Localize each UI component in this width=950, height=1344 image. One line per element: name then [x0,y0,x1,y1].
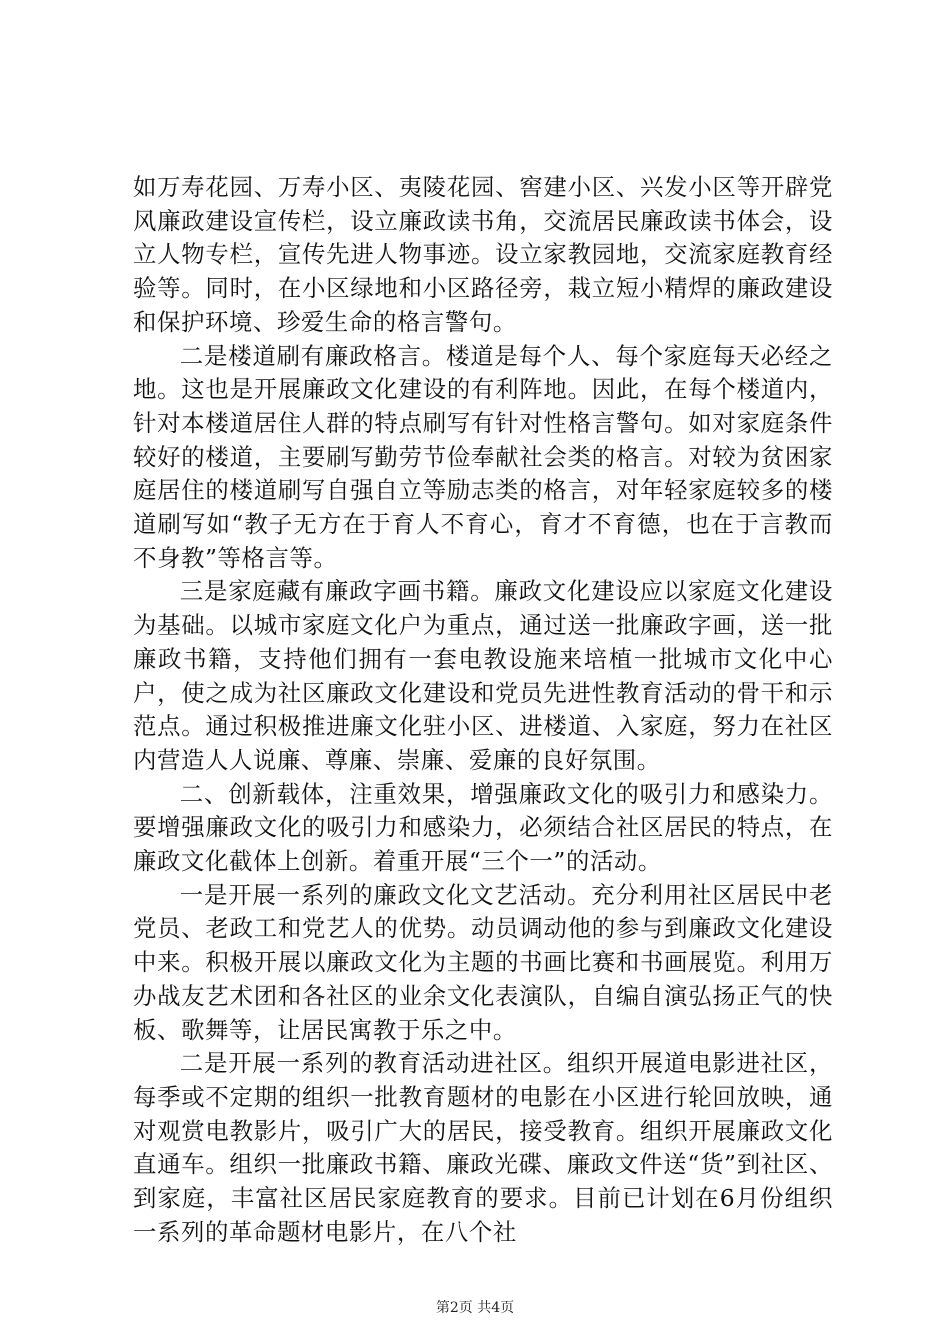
page-footer: 第2页 共4页 [435,1300,515,1316]
document-body [133,171,833,1250]
paragraph-6: 二是开展一系列的教育活动进社区。组织开展道电影进社区，每季或不定期的组织一批教育题材的电影在小区进行轮回放映，通对观赏电教影片，吸引广大的居民，接受教育。组织开展廉政文化直通车。组织一批廉政书籍、廉政光碟、廉政文件送“货”到社区、到家庭，丰富社区居民家庭教育的要求。目前已计划在6月份组织一系列的革命题材电影片，在八个社 [133,1049,833,1246]
paragraph-2: 二是楼道刷有廉政格言。楼道是每个人、每个家庭每天必经之地。这也是开展廉政文化建设的有利阵地。因此，在每个楼道内，针对本楼道居住人群的特点刷写有针对性格言警句。如对家庭条件较好的楼道，主要刷写勤劳节俭奉献社会类的格言。对较为贫困家庭居住的楼道刷写自强自立等励志类的格言，对年轻家庭较多的楼道刷写如“教子无方在于育人不育心，育才不育德，也在于言教而不身教”等格言等。 [133,341,833,572]
paragraph-5: 一是开展一系列的廉政文化文艺活动。充分利用社区居民中老党员、老政工和党艺人的优势。动员调动他的参与到廉政文化建设中来。积极开展以廉政文化为主题的书画比赛和书画展览。利用万办战友艺术团和各社区的业余文化表演队，自编自演弘扬正气的快板、歌舞等，让居民寓教于乐之中。 [133,880,833,1044]
paragraph-3: 三是家庭藏有廉政字画书籍。廉政文化建设应以家庭文化建设为基础。以城市家庭文化户为重点，通过送一批廉政字画，送一批廉政书籍，支持他们拥有一套电教设施来培植一批城市文化中心户，使之成为社区廉政文化建设和党员先进性教育活动的骨干和示范点。通过积极推进廉文化驻小区、进楼道、入家庭，努力在社区内营造人人说廉、尊廉、崇廉、爱廉的良好氛围。 [133,577,833,774]
paragraph-4: 二、创新载体，注重效果，增强廉政文化的吸引力和感染力。要增强廉政文化的吸引力和感染力，必须结合社区居民的特点，在廉政文化截体上创新。着重开展“三个一”的活动。 [133,779,833,876]
paragraph-1: 如万寿花园、万寿小区、夷陵花园、窖建小区、兴发小区等开辟党风廉政建设宣传栏，设立廉政读书角，交流居民廉政读书体会，设立人物专栏，宣传先进人物事迹。设立家教园地，交流家庭教育经验等。同时，在小区绿地和小区路径旁，栽立短小精焊的廉政建设和保护环境、珍爱生命的格言警句。 [133,173,833,336]
